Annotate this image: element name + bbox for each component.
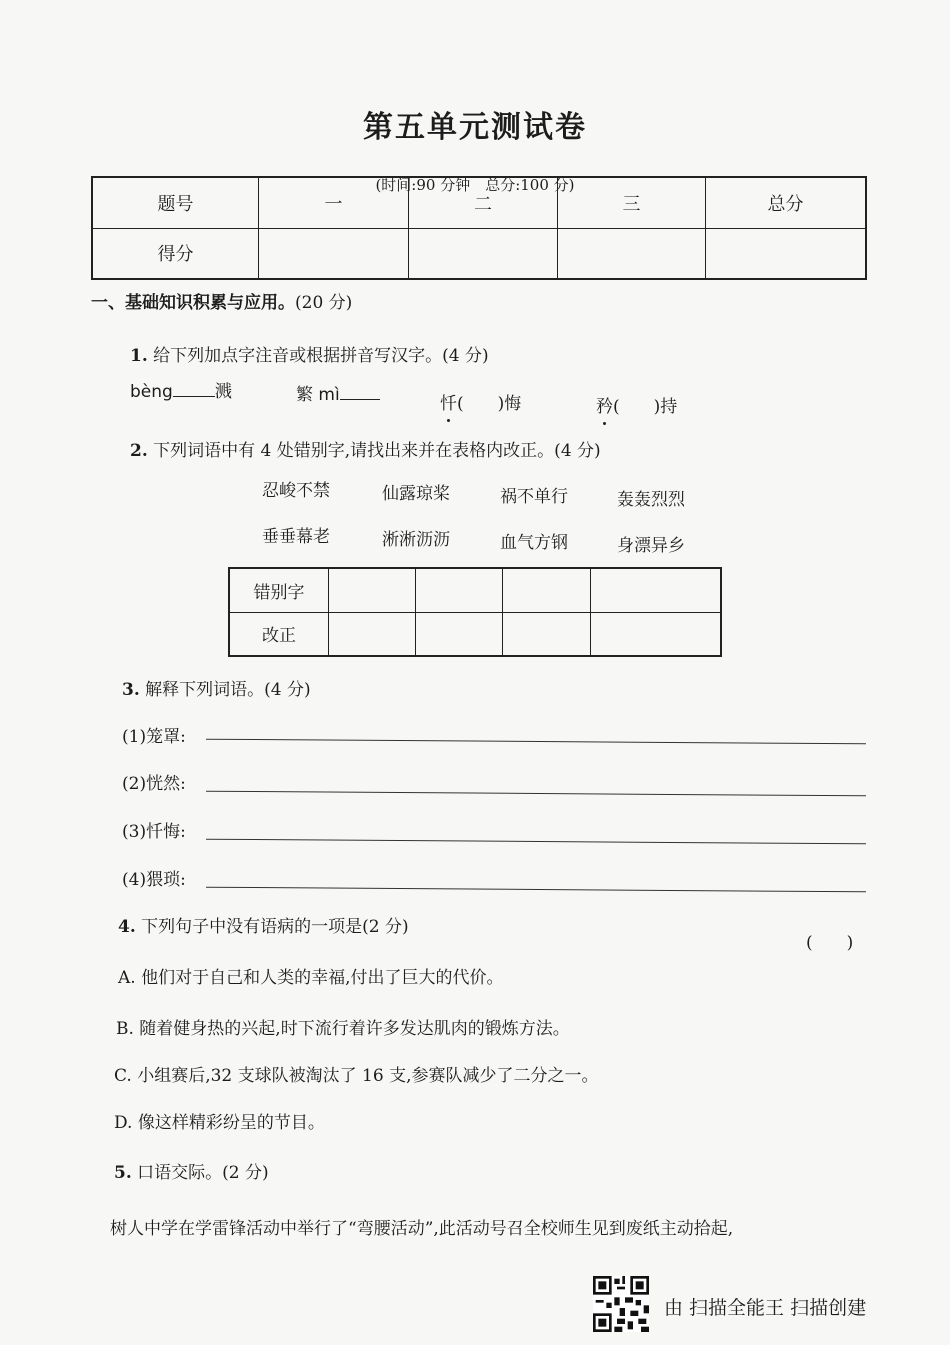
q1-item3-char: 忏	[440, 394, 457, 414]
time-info: (时间:90 分钟 总分:100 分)	[375, 176, 575, 194]
q3-number: 3.	[122, 680, 140, 700]
score-header-1: 一	[259, 177, 409, 228]
q2-word: 身漂异乡	[617, 536, 685, 556]
q3-answer-line-3[interactable]	[206, 839, 866, 845]
score-row-label: 得分	[92, 228, 259, 279]
q3-answer-line-2[interactable]	[206, 791, 866, 797]
scanner-watermark: 由 扫描全能王 扫描创建	[664, 1297, 867, 1319]
q1-text: 给下列加点字注音或根据拼音写汉字。(4 分)	[153, 346, 489, 366]
q1-item1-pinyin: bèng	[130, 382, 173, 402]
q4-option-a: A. 他们对于自己和人类的幸福,付出了巨大的代价。	[118, 968, 504, 988]
q3-answer-line-1[interactable]	[206, 739, 866, 745]
q2-word: 垂垂幕老	[262, 527, 330, 547]
q1-item3-answer[interactable]: ( )	[457, 394, 505, 414]
error-cell[interactable]	[590, 568, 721, 612]
error-correction-table	[228, 567, 722, 657]
q1-item4-char2: 持	[660, 397, 678, 417]
score-header-3: 三	[558, 177, 706, 228]
q4-prompt	[118, 912, 409, 937]
page-title: 第五单元测试卷	[363, 110, 587, 145]
score-cell-2[interactable]	[409, 228, 558, 279]
q4-option-d: D. 像这样精彩纷呈的节目。	[114, 1113, 325, 1133]
q2-number: 2.	[130, 441, 148, 461]
q5-prompt	[114, 1158, 269, 1183]
section-1-points: (20 分)	[295, 293, 353, 313]
q3-item-label: (4)猥琐:	[122, 870, 186, 890]
q5-text: 口语交际。(2 分)	[137, 1163, 269, 1183]
q1-item2-char: 繁	[296, 385, 313, 405]
correction-cell[interactable]	[590, 612, 721, 656]
section-1-title: 一、基础知识积累与应用。	[91, 293, 295, 313]
score-header-2: 二	[409, 177, 558, 228]
q1-item2-pinyin: mì	[318, 385, 340, 405]
qr-code-icon	[593, 1276, 649, 1332]
q1-item-4	[596, 392, 677, 417]
q1-prompt	[130, 341, 489, 366]
q4-option-b: B. 随着健身热的兴起,时下流行着许多发达肌肉的锻炼方法。	[116, 1019, 570, 1039]
q4-number: 4.	[118, 917, 136, 937]
q1-item4-answer[interactable]: ( )	[613, 397, 661, 417]
correction-cell[interactable]	[503, 612, 590, 656]
q1-number: 1.	[130, 346, 148, 366]
q2-word: 仙露琼桨	[382, 484, 450, 504]
q1-item3-char2: 悔	[504, 394, 522, 414]
q1-item2-blank[interactable]	[340, 399, 380, 400]
q1-item1-blank[interactable]	[173, 396, 215, 397]
q1-item1-char: 溅	[214, 382, 232, 402]
score-cell-3[interactable]	[558, 228, 706, 279]
correction-cell[interactable]	[416, 612, 503, 656]
q2-word: 忍峻不禁	[262, 481, 330, 501]
score-header-label: 题号	[92, 177, 259, 228]
q1-item-1	[130, 377, 232, 402]
q1-item4-char: 矜	[596, 397, 613, 417]
correction-row-label: 改正	[229, 612, 329, 656]
q5-body: 树人中学在学雷锋活动中举行了“弯腰活动”,此活动号召全校师生见到废纸主动拾起,	[110, 1219, 734, 1239]
correction-cell[interactable]	[329, 612, 416, 656]
score-table	[91, 176, 867, 280]
q4-option-c: C. 小组赛后,32 支球队被淘汰了 16 支,参赛队减少了二分之一。	[114, 1066, 599, 1086]
q3-item-label: (3)忏悔:	[122, 822, 186, 842]
error-cell[interactable]	[329, 568, 416, 612]
q4-text: 下列句子中没有语病的一项是(2 分)	[141, 917, 409, 937]
q2-word: 血气方钢	[500, 533, 568, 553]
q2-word: 祸不单行	[500, 487, 568, 507]
q2-word: 淅淅沥沥	[382, 530, 450, 550]
error-cell[interactable]	[503, 568, 590, 612]
q3-item-label: (1)笼罩:	[122, 727, 186, 747]
q1-item-3	[440, 389, 521, 414]
error-cell[interactable]	[416, 568, 503, 612]
q3-item-label: (2)恍然:	[122, 774, 186, 794]
q2-prompt	[130, 436, 601, 461]
score-cell-1[interactable]	[259, 228, 409, 279]
score-cell-total[interactable]	[706, 228, 867, 279]
q1-item-2	[296, 380, 380, 405]
q5-number: 5.	[114, 1163, 132, 1183]
score-header-total: 总分	[706, 177, 867, 228]
section-1-heading	[91, 288, 352, 313]
q2-word: 轰轰烈烈	[617, 490, 685, 510]
q3-text: 解释下列词语。(4 分)	[145, 680, 311, 700]
q4-answer-paren[interactable]: ( )	[806, 933, 854, 953]
q3-answer-line-4[interactable]	[206, 887, 866, 893]
q3-prompt	[122, 675, 311, 700]
error-row-label: 错别字	[229, 568, 329, 612]
q2-text: 下列词语中有 4 处错别字,请找出来并在表格内改正。(4 分)	[153, 441, 601, 461]
